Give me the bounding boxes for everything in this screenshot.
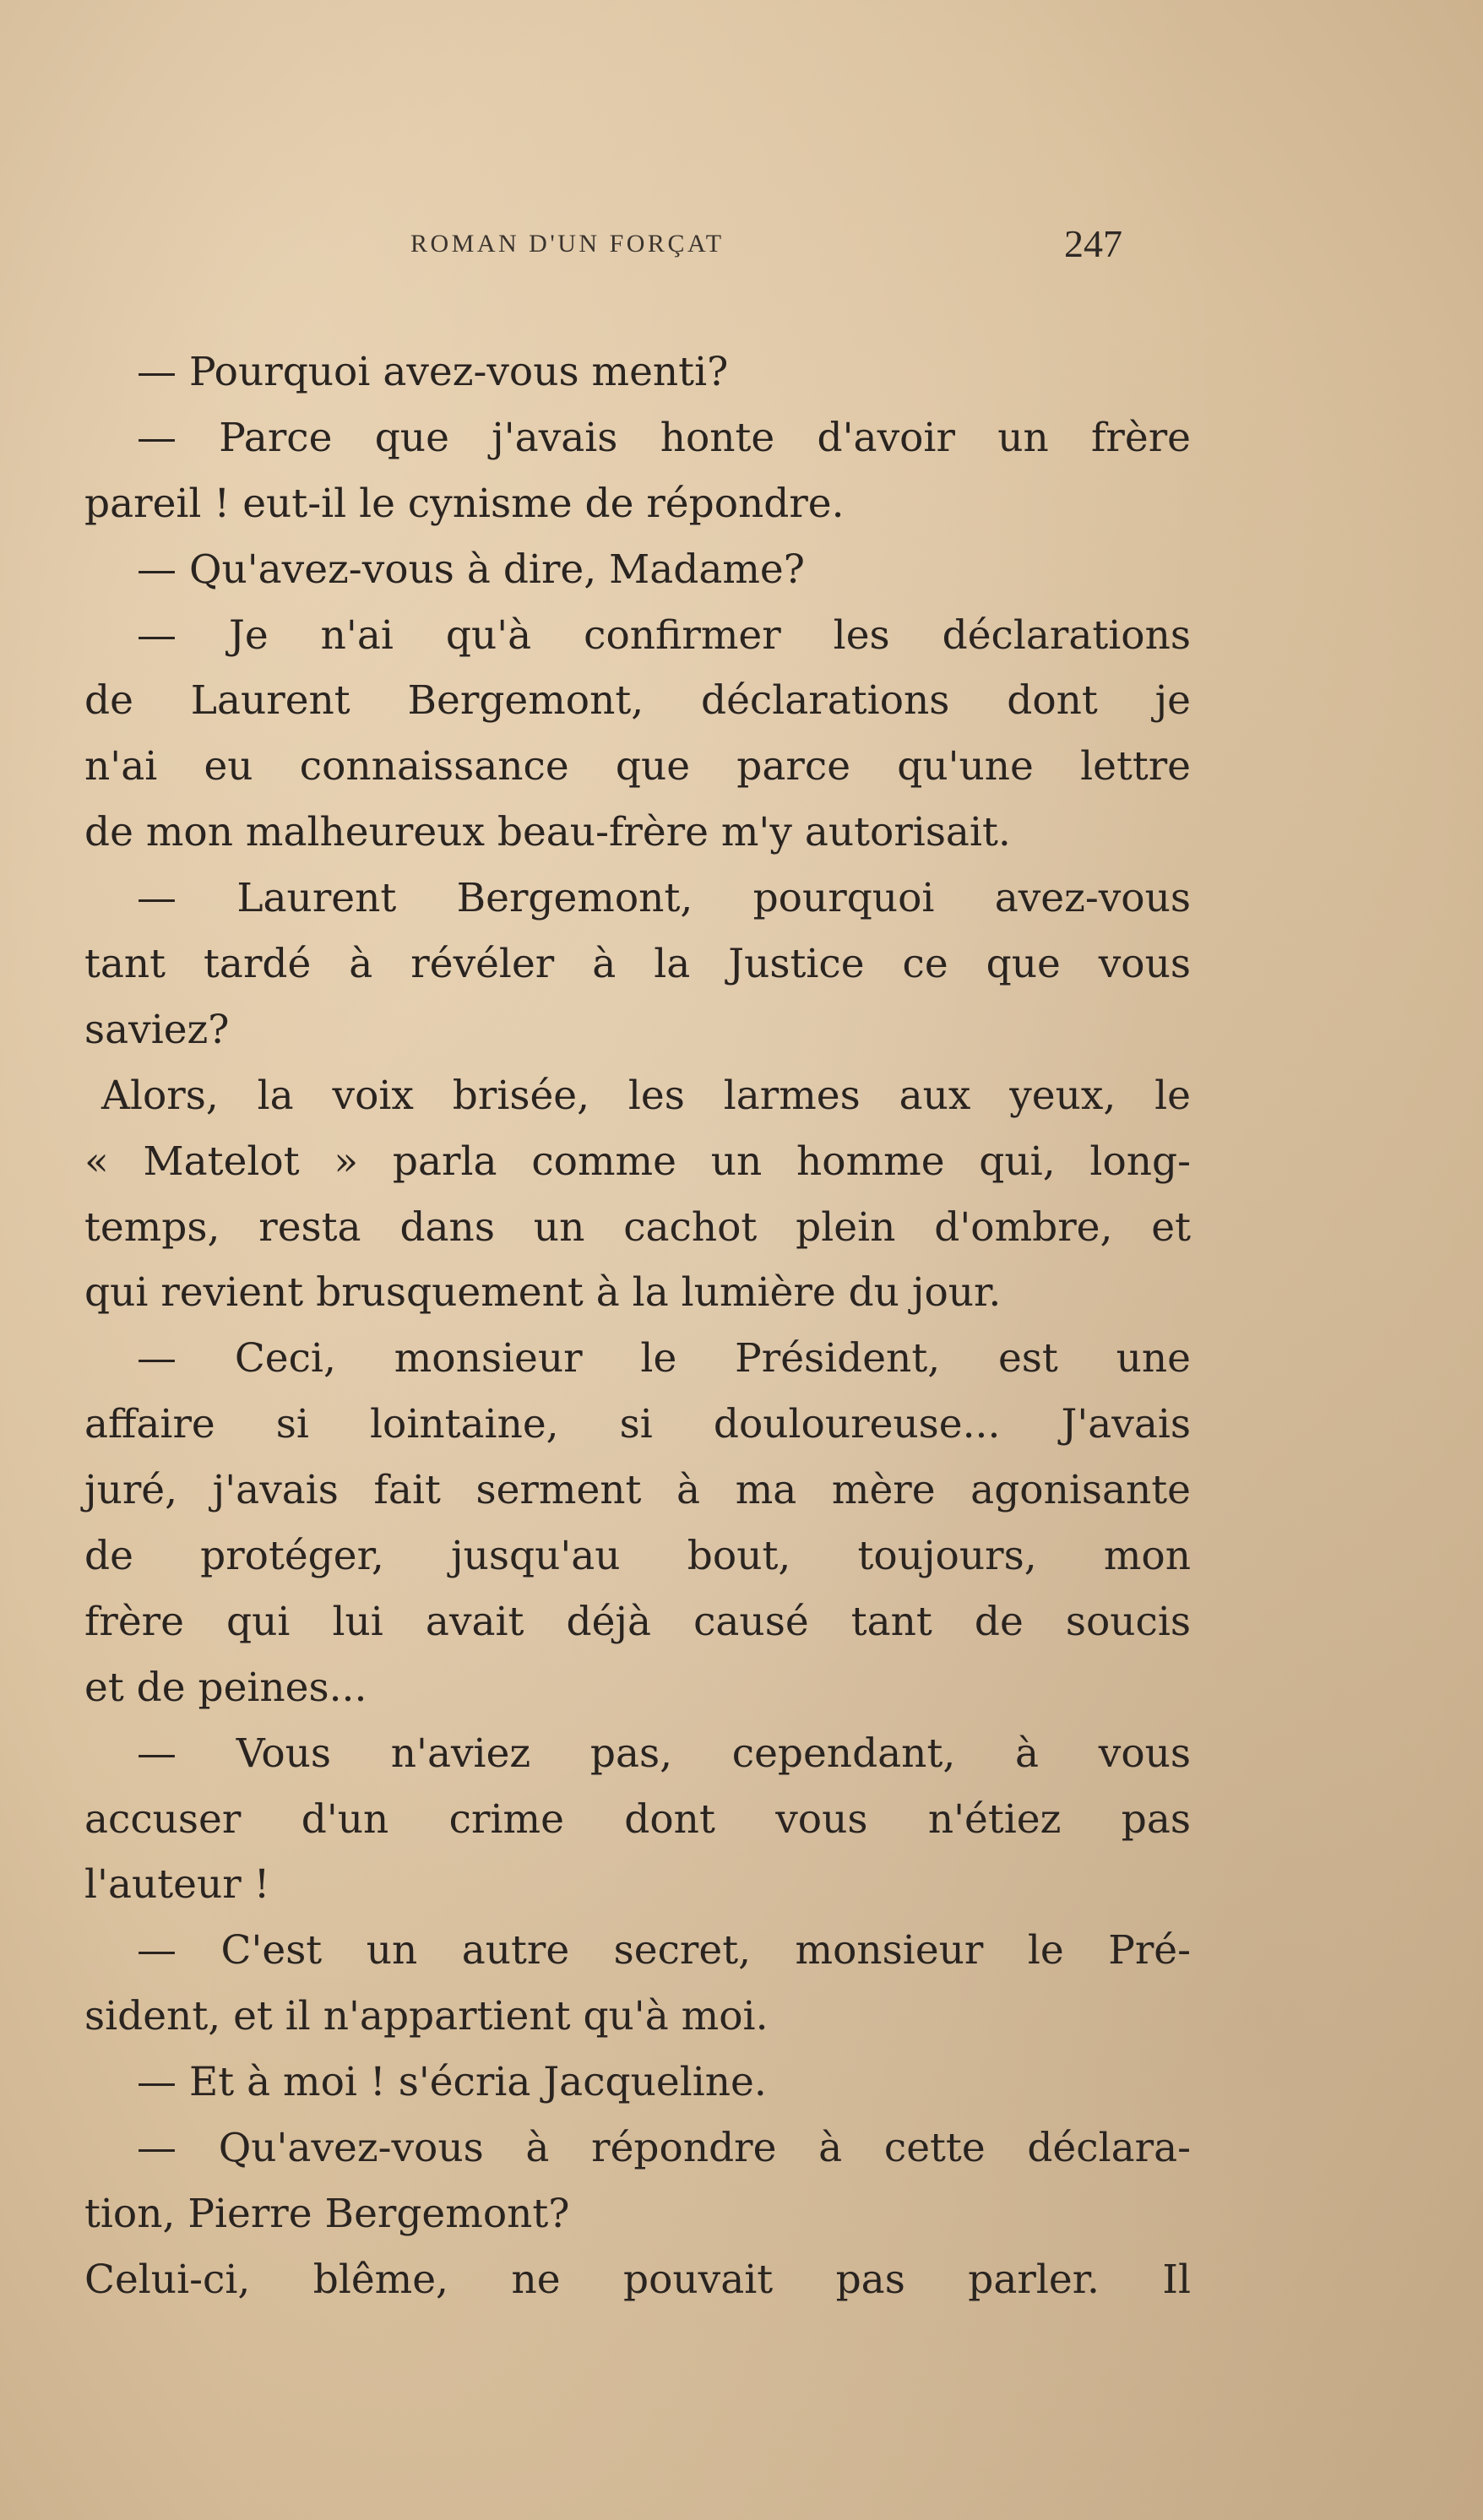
text-line: — C'est un autre secret, monsieur le Pré- bbox=[137, 1927, 1191, 1974]
text-line: — Qu'avez-vous à dire, Madame? bbox=[137, 546, 805, 593]
text-line: et de peines... bbox=[84, 1664, 367, 1711]
text-line: — Qu'avez-vous à répondre à cette déclara- bbox=[137, 2125, 1191, 2172]
text-line: tion, Pierre Bergemont? bbox=[84, 2190, 570, 2237]
text-line: juré, j'avais fait serment à ma mère agonisante bbox=[84, 1467, 1191, 1514]
text-line: de protéger, jusqu'au bout, toujours, mon bbox=[84, 1533, 1191, 1580]
text-line: — Et à moi ! s'écria Jacqueline. bbox=[137, 2059, 767, 2106]
text-line: de mon malheureux beau-frère m'y autorisait. bbox=[84, 809, 1011, 856]
running-title: ROMAN D'UN FORÇAT bbox=[410, 230, 725, 258]
text-line: — Je n'ai qu'à confirmer les déclarations bbox=[137, 611, 1191, 659]
body-text bbox=[84, 339, 1191, 2313]
page-number: 247 bbox=[1064, 222, 1122, 265]
text-line: frère qui lui avait déjà causé tant de soucis bbox=[84, 1598, 1191, 1645]
text-line: saviez? bbox=[84, 1006, 230, 1053]
text-line: affaire si lointaine, si douloureuse... J'avais bbox=[84, 1401, 1191, 1448]
text-line: — Pourquoi avez-vous menti? bbox=[137, 349, 729, 395]
text-line: — Parce que j'avais honte d'avoir un frère bbox=[137, 414, 1191, 461]
text-line: l'auteur ! bbox=[84, 1861, 270, 1909]
text-line: — Laurent Bergemont, pourquoi avez-vous bbox=[137, 875, 1191, 922]
text-line: de Laurent Bergemont, déclarations dont je bbox=[84, 677, 1191, 725]
text-line: sident, et il n'appartient qu'à moi. bbox=[84, 1993, 769, 2040]
text-line: — Ceci, monsieur le Président, est une bbox=[137, 1335, 1191, 1382]
text-line: n'ai eu connaissance que parce qu'une lettre bbox=[84, 743, 1191, 790]
text-line: tant tardé à révéler à la Justice ce que vous bbox=[84, 941, 1191, 988]
text-line: pareil ! eut-il le cynisme de répondre. bbox=[84, 480, 845, 527]
text-line: « Matelot » parla comme un homme qui, long- bbox=[84, 1138, 1191, 1185]
page-header bbox=[84, 221, 1182, 272]
text-line: — Vous n'aviez pas, cependant, à vous bbox=[137, 1730, 1191, 1777]
text-line: Celui-ci, blême, ne pouvait pas parler. Il bbox=[84, 2256, 1191, 2303]
text-line: Alors, la voix brisée, les larmes aux yeux, le bbox=[101, 1072, 1191, 1119]
text-line: temps, resta dans un cachot plein d'ombre, et bbox=[84, 1203, 1191, 1251]
text-line: qui revient brusquement à la lumière du jour. bbox=[84, 1269, 1002, 1317]
text-line: accuser d'un crime dont vous n'étiez pas bbox=[84, 1795, 1191, 1843]
